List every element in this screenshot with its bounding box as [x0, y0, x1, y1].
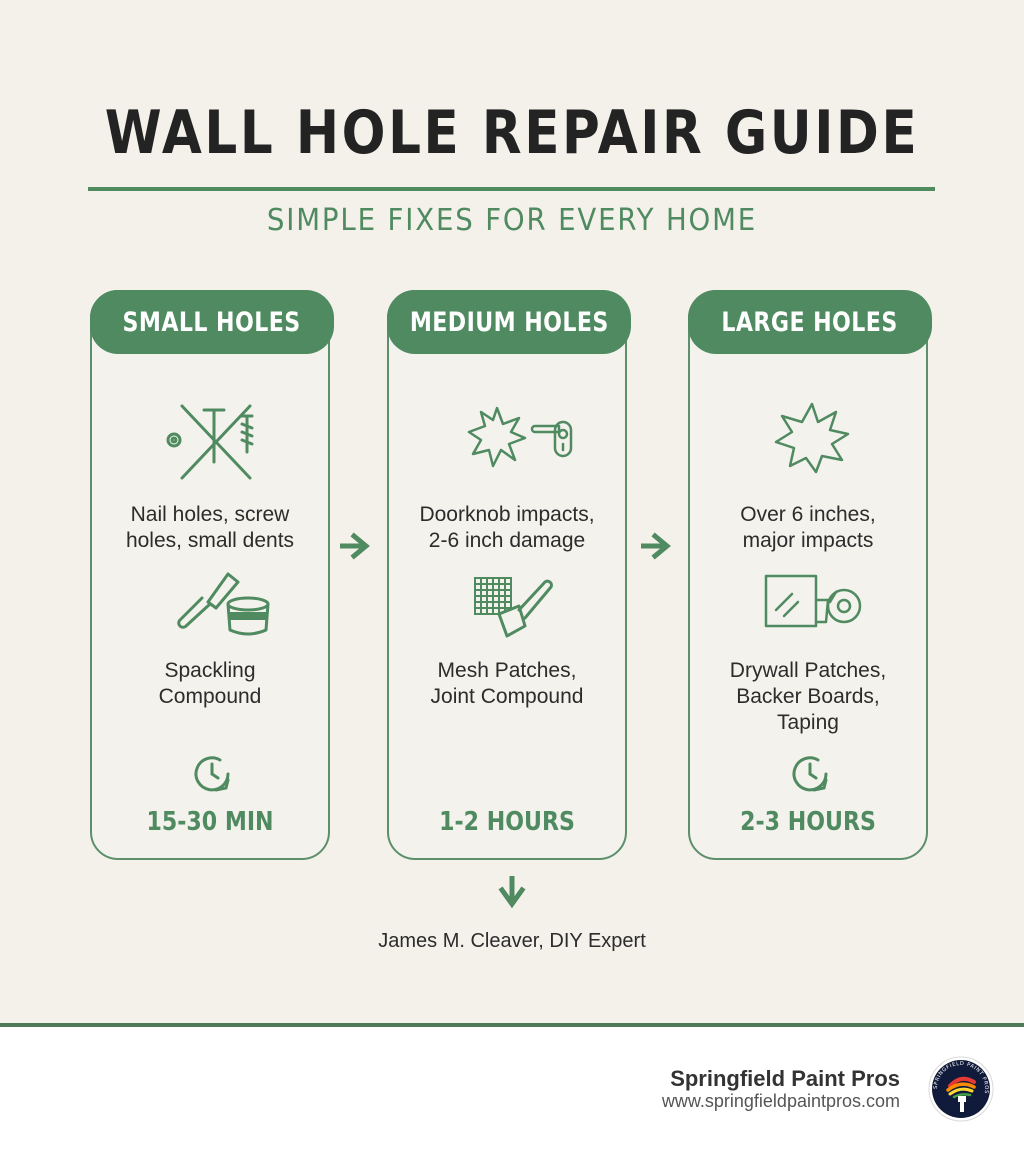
- card-small-holes: [90, 290, 330, 860]
- card-title: LARGE HOLES: [721, 306, 899, 338]
- title-divider: [88, 187, 935, 191]
- card-materials: Spackling Compound: [158, 659, 262, 708]
- card-description: Nail holes, screw holes, small dents: [125, 503, 295, 552]
- arrow-down-icon: [498, 876, 526, 910]
- page-title: WALL HOLE REPAIR GUIDE: [104, 98, 920, 168]
- impact-doorknob-icon: [467, 402, 577, 472]
- card-materials: Mesh Patches, Joint Compound: [430, 659, 584, 708]
- card-header: [688, 290, 932, 354]
- brand-logo-icon: [928, 1056, 994, 1122]
- nails-screws-crossed-icon: [164, 402, 264, 482]
- card-large-holes: [688, 290, 928, 860]
- card-time: 2-3 HOURS: [740, 807, 876, 837]
- card-title: MEDIUM HOLES: [409, 306, 609, 338]
- card-header: [90, 290, 334, 354]
- card-description: Over 6 inches, major impacts: [740, 503, 876, 552]
- drywall-tape-icon: [764, 574, 864, 630]
- author-credit: James M. Cleaver, DIY Expert: [378, 930, 646, 952]
- card-time: 1-2 HOURS: [439, 807, 575, 837]
- brand-name: Springfield Paint Pros: [670, 1066, 900, 1091]
- card-time: 15-30 MIN: [146, 807, 274, 837]
- brand-url[interactable]: www.springfieldpaintpros.com: [661, 1091, 900, 1111]
- svg-text:SPRINGFIELD PAINT PROS: SPRINGFIELD PAINT PROS: [932, 1060, 990, 1095]
- mesh-patch-putty-knife-icon: [471, 574, 557, 644]
- page-subtitle: SIMPLE FIXES FOR EVERY HOME: [266, 203, 758, 238]
- clock-icon: [788, 752, 832, 796]
- arrow-right-icon: [340, 532, 374, 560]
- arrow-right-icon: [641, 532, 675, 560]
- clock-icon: [190, 752, 234, 796]
- card-header: [387, 290, 631, 354]
- large-impact-icon: [772, 400, 852, 474]
- card-materials: Drywall Patches, Backer Boards, Taping: [729, 659, 887, 734]
- card-title: SMALL HOLES: [122, 306, 302, 338]
- card-description: Doorknob impacts, 2-6 inch damage: [419, 503, 595, 552]
- putty-knife-spackle-icon: [172, 568, 272, 638]
- card-medium-holes: [387, 290, 627, 860]
